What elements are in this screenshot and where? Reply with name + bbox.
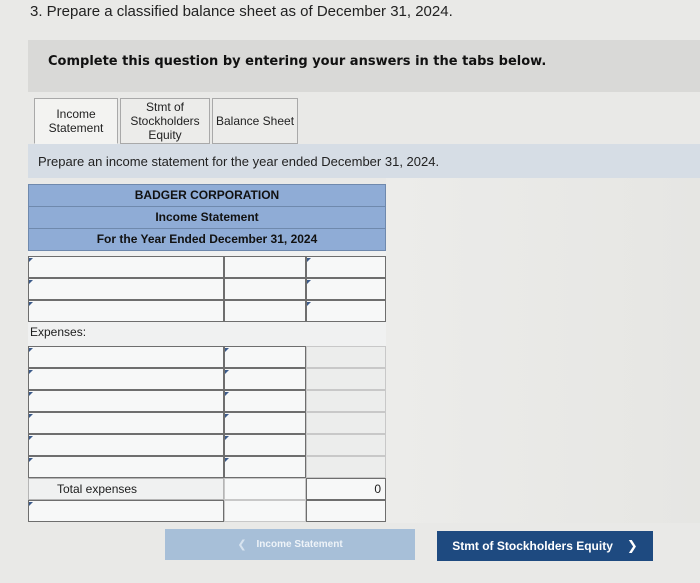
amount-input[interactable] [224,390,306,412]
account-input[interactable] [28,368,224,390]
amount-input[interactable] [224,456,306,478]
amount-input[interactable] [306,500,386,522]
chevron-right-icon: ❯ [626,538,638,553]
amount-input[interactable] [224,256,306,278]
amount-input[interactable] [306,278,386,300]
tab-label: Equity [148,128,182,142]
table-row [28,368,386,390]
amount-cell [306,346,386,368]
table-row [28,300,386,322]
background-area [386,178,700,523]
statement-period: For the Year Ended December 31, 2024 [28,228,386,251]
chevron-left-icon: ❮ [237,539,247,551]
next-tab-button[interactable] [437,531,653,561]
prompt-band [28,144,700,178]
prev-tab-button[interactable] [165,529,415,560]
account-input[interactable] [28,300,224,322]
amount-input[interactable] [224,412,306,434]
amount-cell [306,412,386,434]
amount-cell [306,368,386,390]
table-row [28,256,386,278]
account-input[interactable] [28,500,224,522]
total-expenses-value [306,478,386,500]
table-row [28,500,386,522]
amount-input[interactable] [224,346,306,368]
expenses-label: Expenses: [30,325,87,339]
amount-input[interactable] [224,368,306,390]
total-expenses-label-cell [28,478,224,500]
table-row [28,412,386,434]
total-expenses-amount: 0 [374,482,381,496]
total-expenses-row [28,478,386,500]
amount-cell [224,478,306,500]
tab-bar [34,98,300,144]
income-statement-form [28,184,386,522]
next-tab-label: Stmt of Stockholders Equity [452,539,613,553]
table-row [28,434,386,456]
total-expenses-label: Total expenses [57,482,138,496]
account-input[interactable] [28,278,224,300]
account-input[interactable] [28,456,224,478]
tab-label: Stmt of [145,100,184,114]
amount-cell [306,434,386,456]
account-input[interactable] [28,434,224,456]
account-input[interactable] [28,412,224,434]
instruction-text: Complete this question by entering your answers in the tabs below. [48,54,547,69]
prev-tab-label: Income Statement [256,539,343,550]
table-row [28,346,386,368]
table-row [28,322,386,346]
amount-cell [224,500,306,522]
account-input[interactable] [28,390,224,412]
amount-input[interactable] [306,256,386,278]
tab-balance-sheet[interactable] [212,98,298,144]
tab-label: Balance Sheet [215,114,295,128]
tab-stmt-stockholders-equity[interactable] [120,98,210,144]
tab-label: Stockholders [130,114,200,128]
prompt-text: Prepare an income statement for the year ended December 31, 2024. [38,154,440,169]
amount-input[interactable] [224,300,306,322]
table-row [28,390,386,412]
account-input[interactable] [28,346,224,368]
amount-cell [306,390,386,412]
question-text: 3. Prepare a classified balance sheet as of December 31, 2024. [30,3,453,20]
company-name: BADGER CORPORATION [28,184,386,206]
account-input[interactable] [28,256,224,278]
amount-input[interactable] [306,300,386,322]
table-row [28,456,386,478]
amount-input[interactable] [224,434,306,456]
table-row [28,278,386,300]
tab-income-statement[interactable] [34,98,118,144]
tab-label: Income [56,107,96,121]
tab-label: Statement [48,121,104,135]
amount-input[interactable] [224,278,306,300]
statement-title: Income Statement [28,206,386,228]
instruction-panel [28,40,700,92]
amount-cell [306,456,386,478]
